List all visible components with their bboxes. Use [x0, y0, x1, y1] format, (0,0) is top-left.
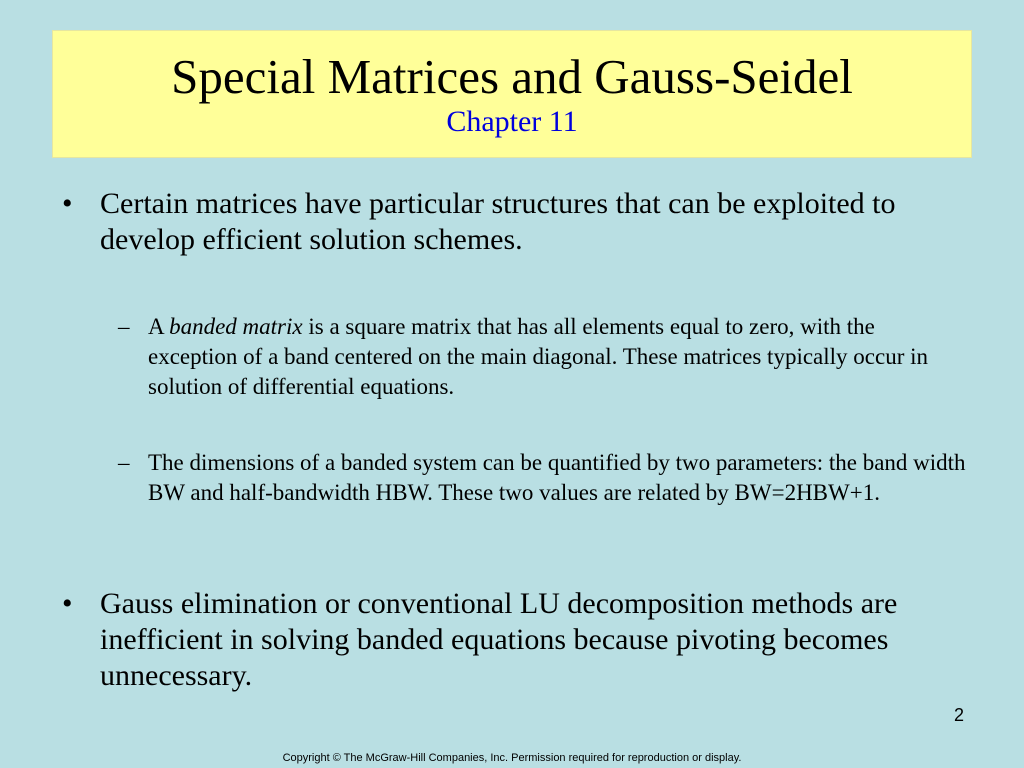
- dash-marker: –: [118, 314, 130, 339]
- title-box: [52, 30, 972, 158]
- bullet-marker: •: [62, 187, 73, 220]
- dash-marker: –: [118, 450, 130, 475]
- sub-bullet-prefix: A: [148, 314, 170, 339]
- slide-subtitle: Chapter 11: [446, 105, 578, 138]
- sub-bullet-2: [118, 448, 968, 508]
- bullet-text: Certain matrices have particular structures that can be exploited to develop efficient solution schemes.: [100, 187, 896, 256]
- page-number: 2: [953, 705, 964, 725]
- sub-bullet-text: [148, 312, 968, 402]
- bullet-2: [62, 586, 972, 694]
- copyright-footer: Copyright © The McGraw-Hill Companies, Inc. Permission required for reproduction or display.: [282, 752, 742, 764]
- sub-bullet-text: The dimensions of a banded system can be quantified by two parameters: the band width BW and half-bandwidth HBW. These two values are related by BW=2HBW+1.: [148, 450, 966, 505]
- bullet-marker: •: [62, 587, 73, 620]
- bullet-text: Gauss elimination or conventional LU decomposition methods are inefficient in solving banded equations because pivoting becomes unnecessary.: [100, 587, 898, 692]
- banded-matrix-term: banded matrix: [169, 314, 303, 339]
- slide-title: Special Matrices and Gauss-Seidel: [171, 49, 853, 104]
- bullet-1: [62, 186, 972, 258]
- sub-bullet-1: [118, 312, 968, 402]
- sub-bullet-suffix: is a square matrix that has all elements equal to zero, with the exception of a band centered on the main diagonal. These matrices typically occur in solution of differential equations.: [148, 314, 929, 399]
